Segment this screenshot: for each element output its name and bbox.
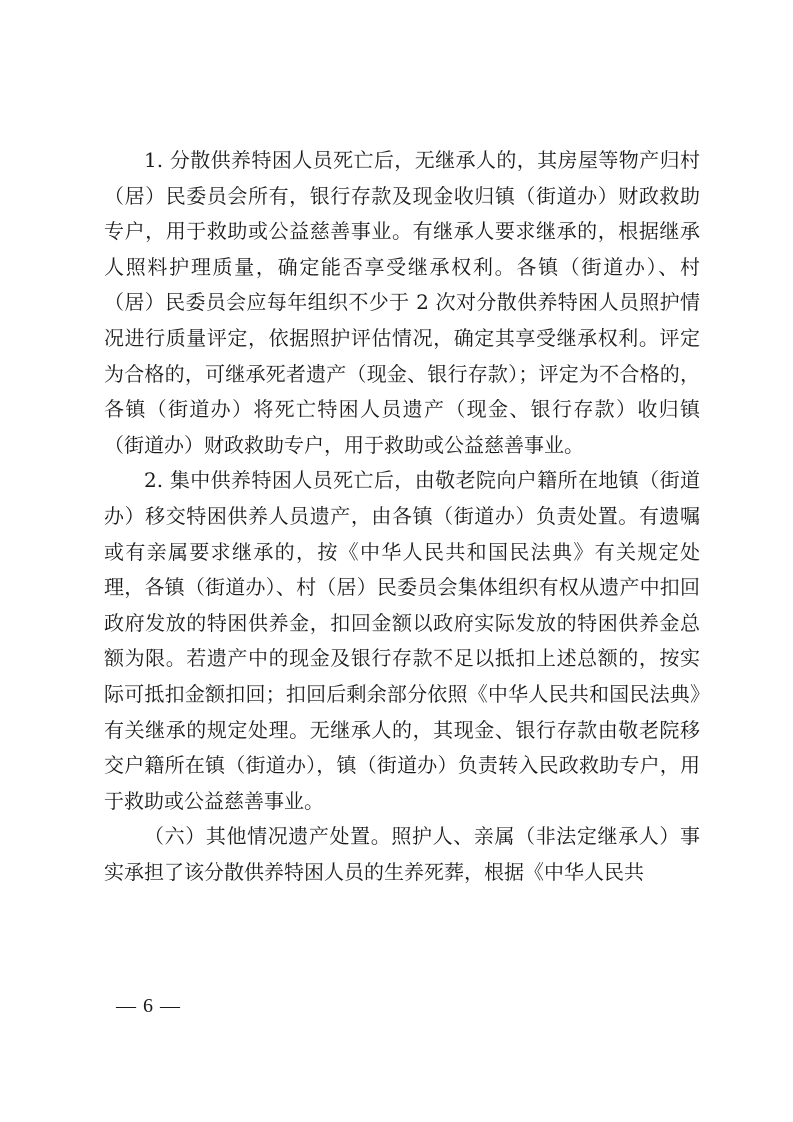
paragraph-1: 1. 分散供养特困人员死亡后，无继承人的，其房屋等物产归村（居）民委员会所有，银行存款及现金收归镇（街道办）财政救助专户，用于救助或公益慈善事业。有继承人要求继承的，根据继承人照料护理质量，确定能否享受继承权利。各镇（街道办）、村（居）民委员会应每年组织不少于 2 次对分散供养特困人员照护情况进行质量评定，依据照护评估情况，确定其享受继承权利。评定为合格的，可继承死者遗产（现金、银行存款）；评定为不合格的，各镇（街道办）将死亡特困人员遗产（现金、银行存款）收归镇（街道办）财政救助专户，用于救助或公益慈善事业。 (104, 148, 700, 457)
body-text (104, 143, 700, 890)
paragraph-2: 2. 集中供养特困人员死亡后，由敬老院向户籍所在地镇（街道办）移交特困供养人员遗产，由各镇（街道办）负责处置。有遗嘱或有亲属要求继承的，按《中华人民共和国民法典》有关规定处理，各镇（街道办）、村（居）民委员会集体组织有权从遗产中扣回政府发放的特困供养金，扣回金额以政府实际发放的特困供养金总额为限。若遗产中的现金及银行存款不足以抵扣上述总额的，按实际可抵扣金额扣回；扣回后剩余部分依照《中华人民共和国民法典》有关继承的规定处理。无继承人的，其现金、银行存款由敬老院移交户籍所在镇（街道办），镇（街道办）负责转入民政救助专户，用于救助或公益慈善事业。 (104, 468, 700, 813)
paragraph-3: （六）其他情况遗产处置。照护人、亲属（非法定继承人）事实承担了该分散供养特困人员的生养死葬，根据《中华人民共 (104, 824, 700, 884)
page-number: — 6 — (116, 995, 181, 1017)
